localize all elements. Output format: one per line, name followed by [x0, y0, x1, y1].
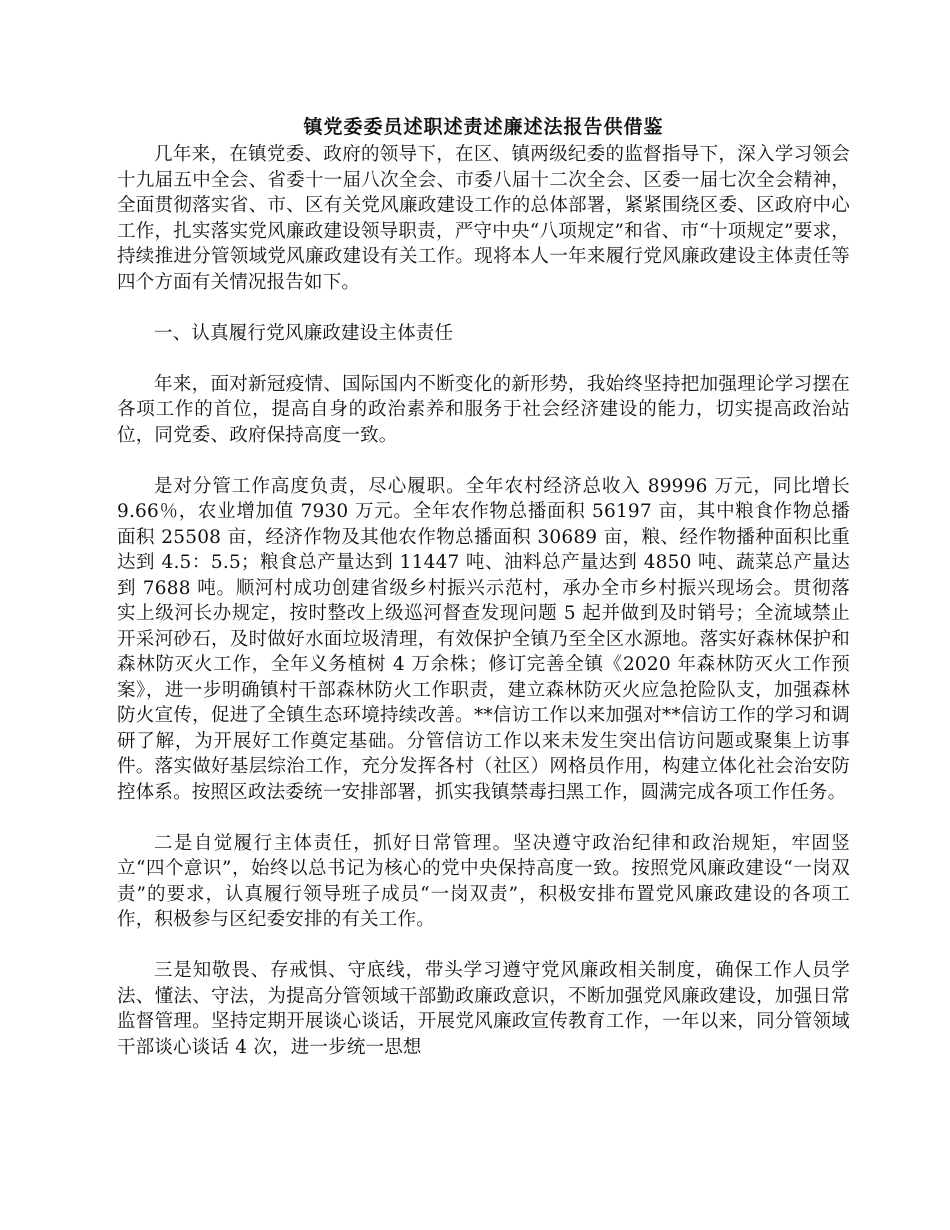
paragraph-spacer [117, 346, 850, 372]
intro-paragraph: 几年来，在镇党委、政府的领导下，在区、镇两级纪委的监督指导下，深入学习领会十九届五中全会、省委十一届八次全会、市委八届十二次全会、区委一届七次全会精神，全面贯彻落实省、市、区有关党风廉政建设工作的总体部署，紧紧围绕区委、区政府中心工作，扎实落实党风廉政建设领导职责，严守中央“八项规定”和省、市“十项规定”要求，持续推进分管领域党风廉政建设有关工作。现将本人一年来履行党风廉政建设主体责任等四个方面有关情况报告如下。 [117, 144, 850, 293]
body-paragraph-4: 三是知敬畏、存戒惧、守底线，带头学习遵守党风廉政相关制度，确保工作人员学法、懂法、守法，为提高分管领域干部勤政廉政意识，不断加强党风廉政建设，加强日常监督管理。坚持定期开展谈心谈话，开展党风廉政宣传教育工作，一年以来，同分管领域干部谈心谈话 4 次，进一步统一思想 [117, 960, 850, 1058]
paragraph-spacer [117, 448, 850, 474]
document-page [117, 112, 850, 1060]
body-paragraph-2: 是对分管工作高度负责，尽心履职。全年农村经济总收入 89996 万元，同比增长 9.66％，农业增加值 7930 万元。全年农作物总播面积 56197 亩，其中粮食作物总播面积 25508 亩，经济作物及其他农作物总播面积 30689 亩，粮、经作物播种面积比重达到 4.5：5.5；粮食总产量达到 11447 吨、油料总产量达到 4850 吨、蔬菜总产量达到 7688 吨。顺河村成功创建省级乡村振兴示范村，承办全市乡村振兴现场会。贯彻落实上级河长办规定，按时整改上级巡河督查发现问题 5 起并做到及时销号；全流域禁止开采河砂石，及时做好水面垃圾清理，有效保护全镇乃至全区水源地。落实好森林保护和森林防灭火工作，全年义务植树 4 万余株；修订完善全镇《2020 年森林防灭火工作预案》，进一步明确镇村干部森林防火工作职责，建立森林防灭火应急抢险队支，加强森林防火宣传，促进了全镇生态环境持续改善。**信访工作以来加强对**信访工作的学习和调研了解，为开展好工作奠定基础。分管信访工作以来未发生突出信访问题或聚集上访事件。落实做好基层综治工作，充分发挥各村（社区）网格员作用，构建立体化社会治安防控体系。按照区政法委统一安排部署，抓实我镇禁毒扫黑工作，圆满完成各项工作任务。 [117, 475, 850, 803]
body-paragraph-3: 二是自觉履行主体责任，抓好日常管理。坚决遵守政治纪律和政治规矩，牢固竖立“四个意识”，始终以总书记为核心的党中央保持高度一致。按照党风廉政建设“一岗双责”的要求，认真履行领导班子成员“一岗双责”，积极安排布置党风廉政建设的各项工作，积极参与区纪委安排的有关工作。 [117, 832, 850, 930]
document-title: 镇党委委员述职述责述廉述法报告供借鉴 [303, 116, 664, 138]
body-paragraph-1: 年来，面对新冠疫情、国际国内不断变化的新形势，我始终坚持把加强理论学习摆在各项工作的首位，提高自身的政治素养和服务于社会经济建设的能力，切实提高政治站位，同党委、政府保持高度一致。 [117, 373, 850, 446]
paragraph-spacer [117, 933, 850, 959]
section-heading-1: 一、认真履行党风廉政建设主体责任 [154, 322, 454, 344]
paragraph-spacer [117, 295, 850, 321]
paragraph-spacer [117, 805, 850, 831]
